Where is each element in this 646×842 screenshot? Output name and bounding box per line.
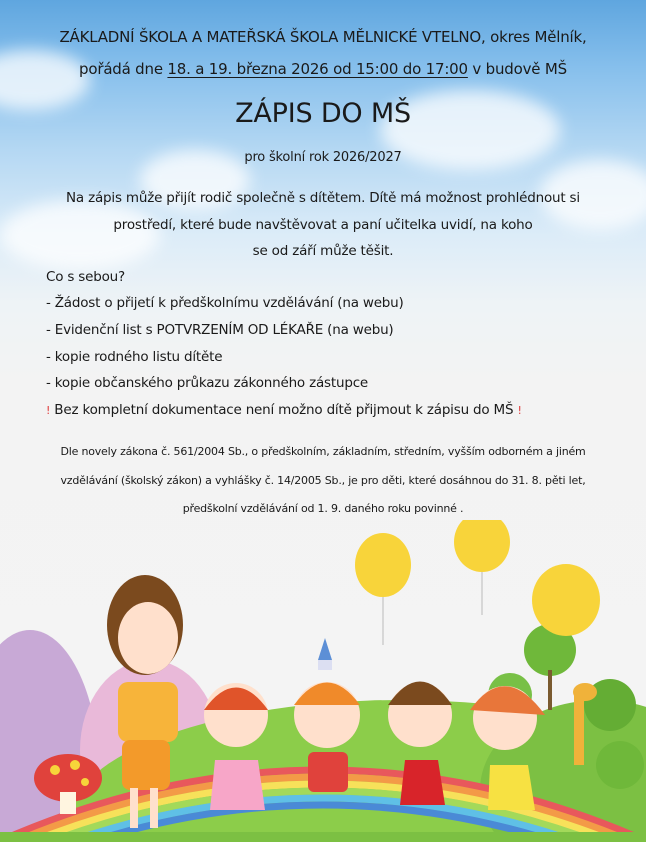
intro-line-2: prostředí, které bude navštěvovat a paní učitelka uvidí, na koho xyxy=(113,217,533,233)
checklist-heading: Co s sebou? xyxy=(46,269,125,285)
warning-mark: ! xyxy=(517,404,522,417)
school-name: ZÁKLADNÍ ŠKOLA A MATEŘSKÁ ŠKOLA MĚLNICKÉ VTELNO, okres Mělník, xyxy=(59,28,587,46)
school-year: pro školní rok 2026/2027 xyxy=(244,150,402,165)
balloon-icon xyxy=(532,564,600,636)
event-suffix: v budově MŠ xyxy=(467,60,567,78)
checklist-item: - Evidenční list s POTVRZENÍM OD LÉKAŘE (na webu) xyxy=(46,322,394,338)
warning-text: Bez kompletní dokumentace není možno dítě přijmout k zápisu do MŠ xyxy=(50,402,518,418)
legal-line-3: předškolní vzdělávání od 1. 9. daného roku povinné . xyxy=(182,502,464,515)
warning xyxy=(46,402,522,418)
children-illustration xyxy=(0,520,646,842)
legal-line-1: Dle novely zákona č. 561/2004 Sb., o předškolním, základním, středním, vyšším odborném a jiném xyxy=(60,445,586,458)
intro-line-3: se od září může těšit. xyxy=(252,243,394,259)
legal-line-2: vzdělávání (školský zákon) a vyhlášky č. 14/2005 Sb., je pro děti, které dosáhnou do 31. 8. pěti let, xyxy=(60,474,586,487)
checklist-item: - kopie rodného listu dítěte xyxy=(46,349,223,365)
checklist-item: - Žádost o přijetí k předškolnímu vzdělávání (na webu) xyxy=(46,295,404,311)
event-prefix: pořádá dne xyxy=(79,60,168,78)
event-date-time: 18. a 19. března 2026 od 15:00 do 17:00 xyxy=(167,60,468,78)
castle-icon xyxy=(318,638,332,660)
balloon-icon xyxy=(355,533,411,645)
page-title: ZÁPIS DO MŠ xyxy=(235,98,411,129)
checklist-item: - kopie občanského průkazu zákonného zástupce xyxy=(46,375,369,391)
event-info xyxy=(0,60,646,78)
balloon-icon xyxy=(454,520,510,615)
intro-line-1: Na zápis může přijít rodič společně s dítětem. Dítě má možnost prohlédnout si xyxy=(66,190,580,206)
warning-mark: ! xyxy=(46,404,51,417)
